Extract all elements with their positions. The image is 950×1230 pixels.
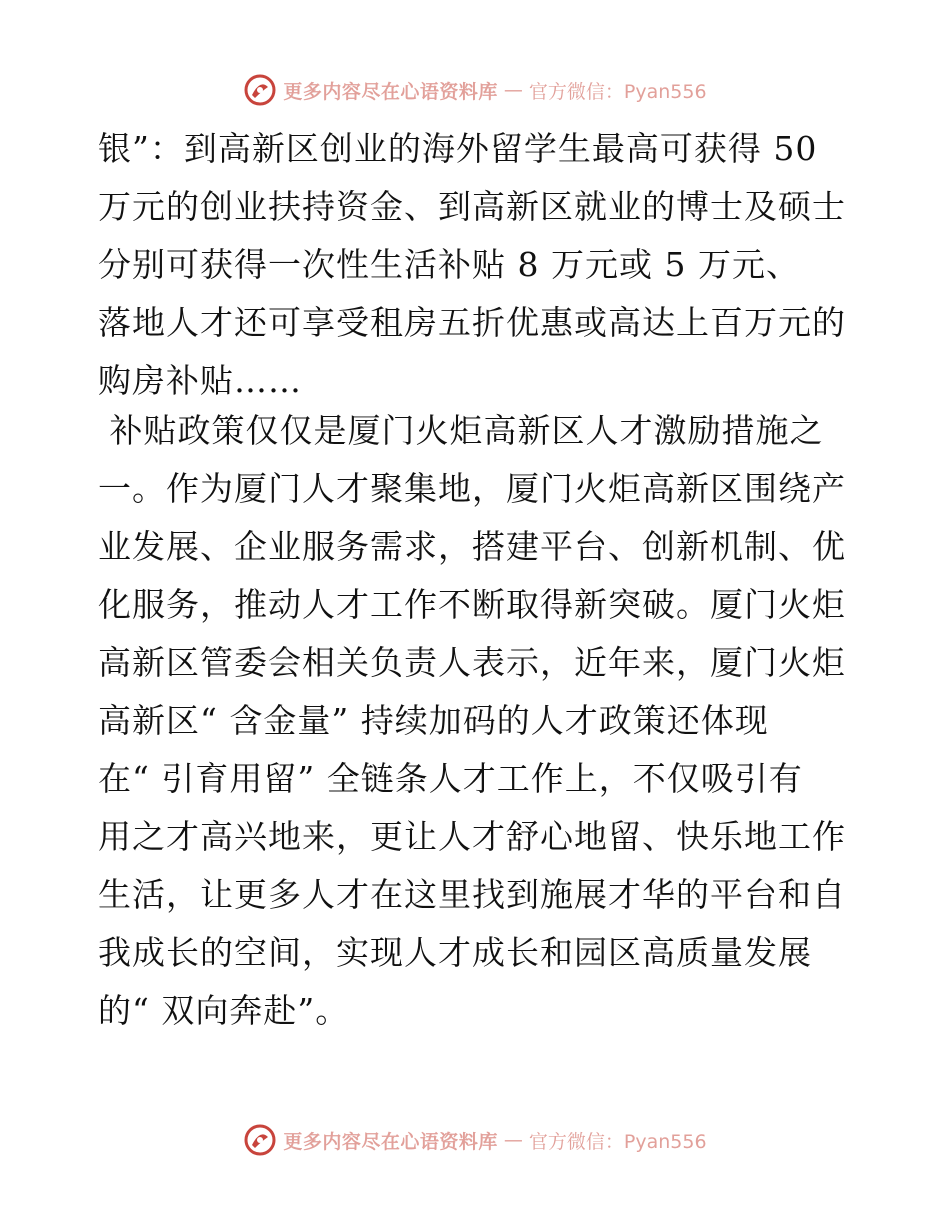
text-line: 一。作为厦门人才聚集地，厦门火炬高新区围绕产: [98, 469, 846, 508]
text-line: 分别可获得一次性生活补贴 8 万元或 5 万元、: [98, 245, 800, 284]
paragraph-1: [98, 120, 858, 410]
text-line: 在“ 引育用留” 全链条人才工作上，不仅吸引有: [98, 759, 803, 798]
footer-brand-text: 更多内容尽在心语资料库: [283, 1130, 498, 1153]
text-line: 银”：到高新区创业的海外留学生最高可获得 50: [98, 129, 818, 168]
text-line: 高新区管委会相关负责人表示，近年来，厦门火炬: [98, 643, 846, 682]
text-line: 业发展、企业服务需求，搭建平台、创新机制、优: [98, 527, 846, 566]
text-line: 落地人才还可享受租房五折优惠或高达上百万元的: [98, 303, 846, 342]
header-watermark: [0, 70, 950, 110]
brand-logo-icon: [243, 1123, 277, 1157]
footer-wechat-text: 官方微信：Pyan556: [528, 1130, 707, 1153]
text-line: 购房补贴……: [98, 361, 302, 400]
text-line: 高新区“ 含金量” 持续加码的人才政策还体现: [98, 701, 769, 740]
footer-separator: —: [503, 1129, 523, 1151]
text-line: 万元的创业扶持资金、到高新区就业的博士及硕士: [98, 187, 846, 226]
text-line: 生活，让更多人才在这里找到施展才华的平台和自: [98, 875, 846, 914]
footer-watermark: [0, 1120, 950, 1160]
text-line: 用之才高兴地来，更让人才舒心地留、快乐地工作: [98, 817, 846, 856]
header-wechat-text: 官方微信：Pyan556: [528, 80, 707, 103]
text-line: 的“ 双向奔赴”。: [98, 991, 350, 1030]
header-separator: —: [503, 79, 523, 101]
text-line: 补贴政策仅仅是厦门火炬高新区人才激励措施之: [98, 411, 824, 450]
text-line: 化服务，推动人才工作不断取得新突破。厦门火炬: [98, 585, 846, 624]
header-brand-text: 更多内容尽在心语资料库: [283, 80, 498, 103]
brand-logo-icon: [243, 73, 277, 107]
paragraph-2: [98, 402, 858, 1040]
text-line: 我成长的空间，实现人才成长和园区高质量发展: [98, 933, 812, 972]
